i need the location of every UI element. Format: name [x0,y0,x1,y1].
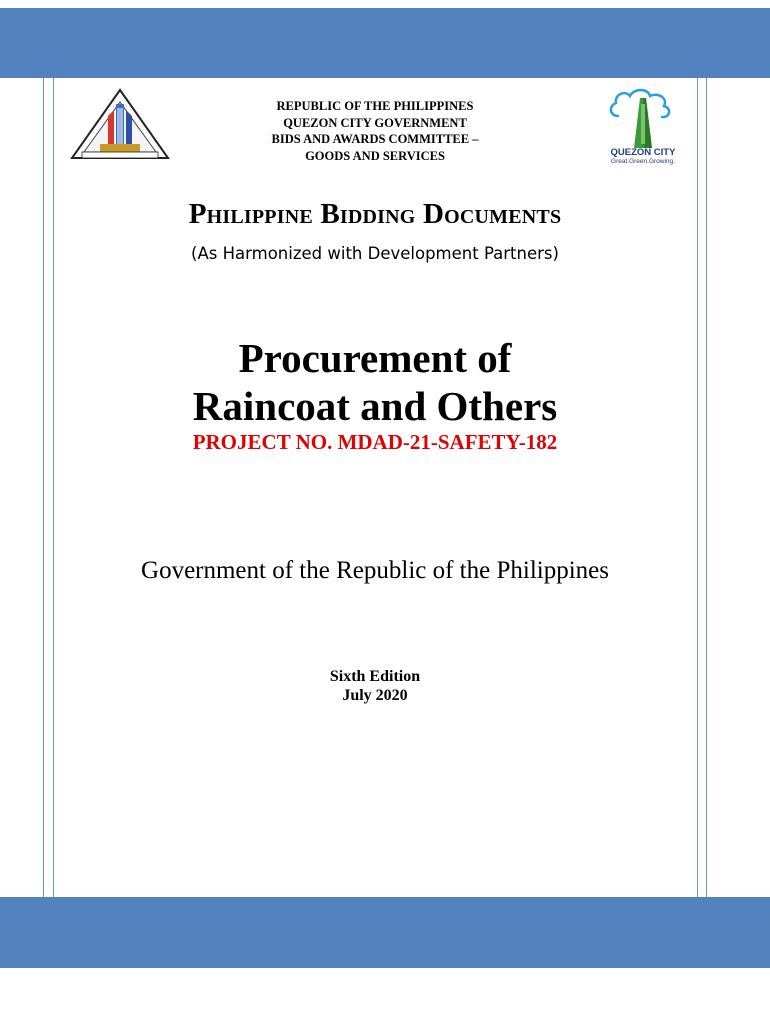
edition-date: July 2020 [342,687,408,704]
header-line: REPUBLIC OF THE PHILIPPINES [276,99,474,113]
project-number: PROJECT NO. MDAD-21-SAFETY-182 [192,430,558,454]
procurement-title-line: Procurement of [238,335,512,381]
edition-block [0,667,750,705]
procurement-title-line: Raincoat and Others [192,383,558,429]
edition-label: Sixth Edition [329,668,421,685]
header-line: BIDS AND AWARDS COMMITTEE – [271,132,479,146]
header-line: QUEZON CITY GOVERNMENT [283,115,467,130]
government-name: Government of the Republic of the Philippines [141,557,609,584]
header-block [215,98,535,164]
quezon-city-seal-icon [70,88,170,162]
procurement-title [0,334,750,430]
quezon-city-logo-icon [600,86,686,166]
svg-text:QUEZON CITY: QUEZON CITY [610,147,676,158]
document-subtitle: (As Harmonized with Development Partners) [191,244,559,263]
svg-text:Great.Green.Growing.: Great.Green.Growing. [611,158,675,165]
bottom-color-band [0,897,770,968]
document-title: Philippine Bidding Documents [188,198,562,230]
header-line: GOODS AND SERVICES [305,148,445,163]
top-color-band [0,8,770,78]
